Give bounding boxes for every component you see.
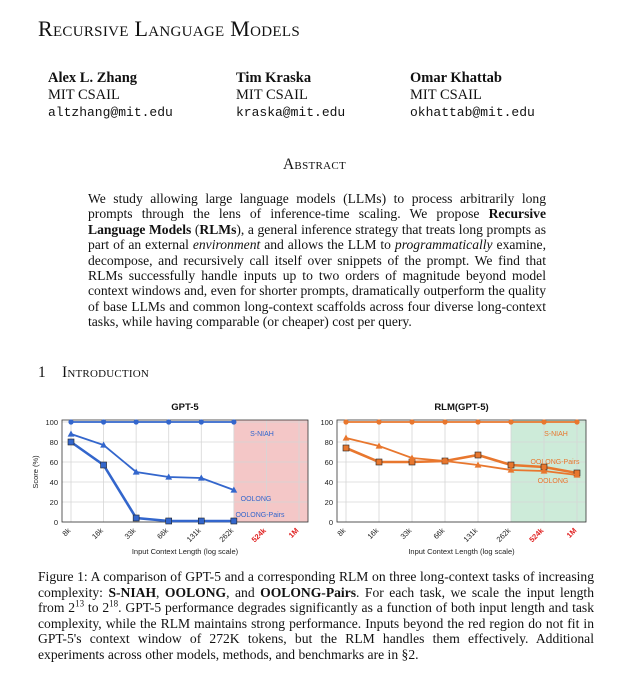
text-run: S-NIAH	[108, 584, 157, 600]
data-point	[541, 419, 546, 424]
author-email[interactable]: kraska@mit.edu	[236, 105, 346, 120]
text-run: . For each task, we scale the input length from 2	[38, 584, 594, 615]
y-tick-label: 20	[324, 498, 333, 507]
text-run: examine, decompose, and recursively call itself over snippets of the prompt. We find that RLMs successfully handle inputs up to two orders of magnitude beyond model context windows and, even for shorter prompts, dramatically outperform the quality of base LLMs and common long-context scaffolds across four diverse long-context tasks, while having comparable (or cheaper) cost per query.	[88, 237, 546, 330]
y-tick-label: 0	[328, 518, 333, 527]
chart-title: GPT-5	[171, 402, 199, 413]
chart-title: RLM(GPT-5)	[434, 402, 489, 413]
x-tick-label: 8k	[335, 526, 348, 539]
data-point	[376, 419, 381, 424]
y-tick-label: 40	[49, 478, 58, 487]
data-point	[198, 518, 204, 524]
figure-caption	[38, 569, 594, 662]
series-label: OOLONG	[240, 496, 272, 503]
x-tick-label: 66k	[155, 526, 171, 541]
x-tick-label: 131k	[461, 526, 480, 544]
data-point	[166, 419, 171, 424]
text-run: . GPT-5 performance degrades significantly as a function of both input length and task complexity, while the RLM maintains strong performance. Inputs beyond the red region do not fit in GPT-5's context window of 272K tokens, but the RLM handles them effectively. Additional experiments across other models, methods, and benchmarks are in §2.	[38, 600, 594, 662]
figure-1	[0, 392, 629, 562]
data-point	[574, 419, 579, 424]
text-run: (	[191, 221, 200, 237]
paper-title: Recursive Language Models	[38, 16, 301, 41]
x-tick-label: 33k	[398, 526, 414, 541]
data-point	[508, 419, 513, 424]
data-point	[343, 445, 349, 451]
data-point	[343, 419, 348, 424]
x-axis-label: Input Context Length (log scale)	[408, 547, 515, 556]
text-run: 13	[75, 598, 85, 609]
data-point	[475, 452, 481, 458]
text-run: and allows the LLM to	[260, 237, 395, 253]
text-run: Figure 1: A comparison of GPT-5 and a corresponding RLM on three long-context tasks of increasing complexity:	[38, 569, 594, 600]
author-email[interactable]: okhattab@mit.edu	[410, 105, 535, 120]
data-point	[409, 419, 414, 424]
author-name: Omar Khattab	[410, 70, 502, 86]
series-label: OOLONG-Pairs	[235, 512, 285, 519]
y-tick-label: 40	[324, 478, 333, 487]
series-label: OOLONG	[537, 478, 569, 485]
x-tick-label: 1M	[286, 526, 301, 540]
x-tick-label: 8k	[60, 526, 73, 539]
series-label: S-NIAH	[250, 431, 274, 438]
author-3	[410, 70, 535, 121]
series-label: S-NIAH	[544, 431, 568, 438]
y-tick-label: 80	[49, 438, 58, 447]
data-point	[101, 462, 107, 468]
text-run: We study allowing large language models (LLMs) to process arbitrarily long prompts through the lens of inference-time scaling. We propose	[88, 191, 546, 222]
data-point	[231, 419, 236, 424]
y-tick-label: 80	[324, 438, 333, 447]
series-label: OOLONG-Pairs	[530, 459, 580, 466]
data-point	[133, 515, 139, 521]
author-2	[236, 70, 345, 121]
x-tick-label: 66k	[431, 526, 447, 541]
x-tick-label: 16k	[90, 526, 105, 541]
data-point	[475, 419, 480, 424]
text-run: programmatically	[394, 237, 493, 253]
y-tick-label: 100	[320, 418, 333, 427]
text-run: Recursive Language Models	[88, 206, 546, 237]
abstract-body	[88, 191, 546, 330]
chart-1	[320, 402, 586, 556]
section-title: Introduction	[62, 364, 150, 381]
section-number: 1	[38, 364, 46, 381]
data-point	[166, 518, 172, 524]
x-tick-label: 16k	[365, 526, 381, 541]
data-point	[343, 435, 350, 441]
x-tick-label: 262k	[217, 526, 236, 544]
data-point	[442, 419, 447, 424]
x-tick-label: 131k	[184, 526, 203, 544]
x-axis-label: Input Context Length (log scale)	[131, 547, 239, 556]
text-run: 18	[109, 598, 119, 609]
x-tick-label: 524k	[527, 526, 546, 545]
author-1	[48, 70, 173, 121]
text-run: , and	[226, 584, 261, 600]
x-tick-label: 524k	[249, 526, 268, 545]
author-name: Tim Kraska	[236, 70, 312, 86]
author-email[interactable]: altzhang@mit.edu	[48, 105, 173, 120]
y-tick-label: 0	[53, 518, 58, 527]
author-affiliation: MIT CSAIL	[236, 87, 308, 103]
data-point	[199, 419, 204, 424]
data-point	[68, 419, 73, 424]
data-point	[68, 439, 74, 445]
text-run: OOLONG	[164, 584, 227, 600]
data-point	[101, 419, 106, 424]
text-run: OOLONG-Pairs	[260, 584, 357, 600]
data-point	[376, 459, 382, 465]
section-heading	[38, 364, 149, 382]
y-tick-label: 60	[324, 458, 333, 467]
y-axis-label: Score (%)	[31, 455, 40, 489]
text-run: RLMs	[199, 221, 237, 237]
abstract-heading: Abstract	[282, 156, 347, 173]
y-tick-label: 60	[49, 458, 58, 467]
text-run: environment	[192, 237, 261, 253]
data-point	[134, 419, 139, 424]
x-tick-label: 262k	[494, 526, 513, 544]
author-affiliation: MIT CSAIL	[48, 87, 120, 103]
x-tick-label: 33k	[122, 526, 138, 541]
y-tick-label: 20	[49, 498, 58, 507]
text-run: ,	[156, 584, 165, 600]
author-name: Alex L. Zhang	[48, 70, 138, 86]
data-point	[68, 431, 75, 437]
y-tick-label: 100	[45, 418, 58, 427]
chart-0	[31, 402, 308, 556]
author-affiliation: MIT CSAIL	[410, 87, 482, 103]
text-run: ), a general inference strategy that treats long prompts as part of an external	[88, 221, 546, 253]
text-run: to 2	[84, 600, 110, 615]
x-tick-label: 1M	[564, 526, 579, 540]
